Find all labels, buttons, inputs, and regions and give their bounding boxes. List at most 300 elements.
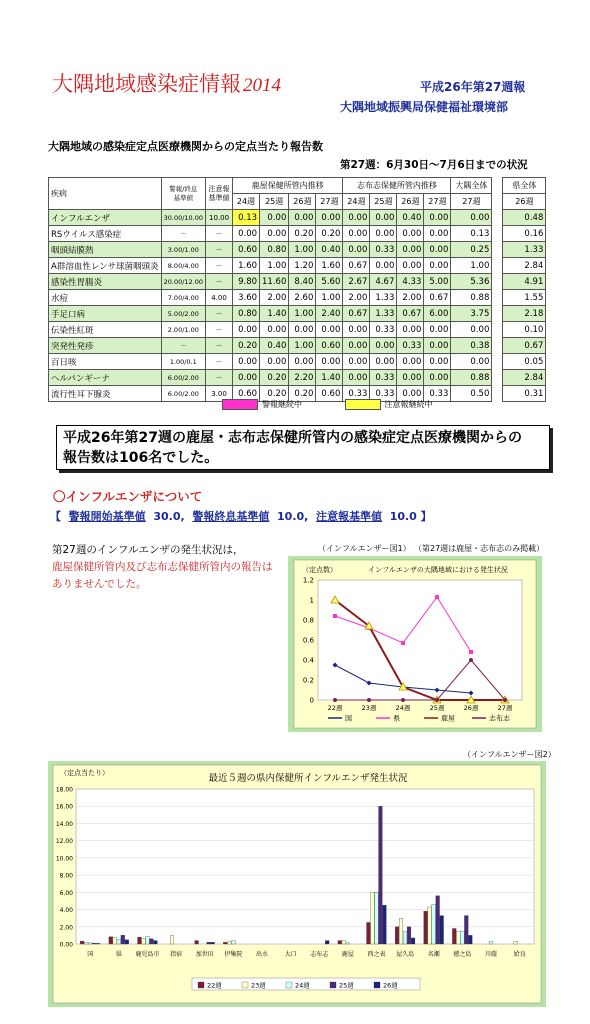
legend-label: 25週 [339, 981, 354, 990]
disease-name: 突発性発疹 [49, 338, 162, 354]
bar [371, 892, 375, 944]
shibushi-value: 0.40 [397, 210, 424, 226]
y-tick-label: 0.6 [302, 636, 314, 645]
bar [432, 904, 436, 944]
issue-number: 平成26年第27週報 [420, 80, 526, 94]
osumi-value: 3.75 [451, 306, 492, 322]
table-row [49, 322, 546, 338]
shibushi-value: 1.33 [370, 306, 397, 322]
page-title: 大隅地域感染症情報 2014 [52, 72, 281, 96]
bar [452, 929, 456, 945]
table-legend [222, 399, 433, 410]
bar [195, 941, 199, 944]
kanoya-value: 5.60 [316, 274, 343, 290]
osumi-value: 5.36 [451, 274, 492, 290]
kanoya-value: 1.40 [260, 306, 289, 322]
shibushi-value: 0.00 [370, 226, 397, 242]
x-tick-label: 西之表 [367, 951, 386, 958]
pref-value: 2.18 [503, 306, 546, 322]
x-tick-label: 県 [115, 951, 122, 958]
caution-threshold: － [206, 258, 233, 274]
bar [460, 931, 464, 944]
shibushi-value: 0.00 [424, 242, 451, 258]
data-point [469, 658, 473, 662]
legend-swatch [374, 982, 380, 988]
legend-label: 26週 [383, 981, 398, 990]
kanoya-value: 0.00 [316, 354, 343, 370]
legend-swatch [198, 982, 204, 988]
caution-threshold: － [206, 354, 233, 370]
shibushi-value: 6.00 [424, 306, 451, 322]
kanoya-value: 0.00 [233, 322, 260, 338]
x-tick-label: 22週 [327, 704, 343, 712]
x-tick-label: 指宿 [170, 951, 183, 958]
report-period: 第27週：6月30日～7月6日までの状況 [340, 159, 528, 171]
chart-title: インフルエンザの大隅地域における発生状況 [368, 566, 508, 574]
kanoya-value: 0.20 [289, 226, 316, 242]
alert-threshold: 20.00/12.00 [161, 274, 205, 290]
shibushi-value: 0.00 [343, 370, 370, 386]
shibushi-value: 0.00 [397, 322, 424, 338]
disease-name: ヘルパンギーナ [49, 370, 162, 386]
data-point [333, 614, 337, 618]
kanoya-value: 0.00 [289, 354, 316, 370]
header-osumi: 大隅全体 [451, 178, 492, 194]
pref-value: 0.48 [503, 210, 546, 226]
legend-label: 志布志 [489, 714, 510, 723]
kanoya-value: 0.60 [316, 338, 343, 354]
shibushi-value: 0.00 [424, 370, 451, 386]
shibushi-value: 5.00 [424, 274, 451, 290]
legend-swatch [242, 982, 248, 988]
bar [379, 806, 383, 944]
bar [154, 941, 158, 944]
shibushi-value: 0.33 [370, 386, 397, 402]
bar [346, 943, 350, 944]
bar [227, 941, 231, 944]
legend-swatch [286, 982, 292, 988]
x-tick-label: 伊集院 [224, 951, 243, 958]
data-point [401, 698, 405, 702]
data-point [435, 595, 439, 599]
table-row [49, 258, 546, 274]
pref-value: 0.67 [503, 338, 546, 354]
week-header-osumi: 27週 [451, 194, 492, 210]
shibushi-value: 0.67 [397, 306, 424, 322]
osumi-value: 0.00 [451, 354, 492, 370]
alert-threshold: 6.00/2.00 [161, 370, 205, 386]
shibushi-value: 0.00 [397, 242, 424, 258]
y-tick-label: 0 [309, 696, 314, 705]
bar [92, 943, 96, 944]
fig1-note: （第27週は鹿屋・志布志のみ掲載） [414, 544, 545, 553]
kanoya-value: 11.60 [260, 274, 289, 290]
kanoya-value: 8.40 [289, 274, 316, 290]
kanoya-value: 0.00 [289, 322, 316, 338]
shibushi-value: 0.00 [397, 226, 424, 242]
legend-label: 23週 [251, 981, 266, 990]
y-tick-label: 0.00 [59, 941, 73, 949]
shibushi-value: 0.00 [370, 338, 397, 354]
bar [113, 938, 117, 944]
kanoya-value: 1.40 [316, 370, 343, 386]
shibushi-value: 4.67 [370, 274, 397, 290]
bar [96, 943, 100, 944]
x-tick-label: 24週 [395, 704, 411, 712]
x-tick-label: 23週 [361, 704, 377, 712]
summary-banner [56, 425, 550, 470]
bar [88, 943, 92, 944]
bar [231, 941, 235, 944]
flu-bar-chart [48, 761, 546, 1007]
shibushi-value: 0.67 [424, 290, 451, 306]
bar [375, 892, 379, 944]
kanoya-value: 1.00 [289, 306, 316, 322]
osumi-value: 0.00 [451, 322, 492, 338]
legend-swatch [330, 982, 336, 988]
kanoya-value: 0.00 [233, 226, 260, 242]
table-row [49, 338, 546, 354]
y-tick-label: 4.00 [59, 907, 73, 915]
kanoya-value: 0.20 [260, 386, 289, 402]
x-tick-label: 鹿屋 [341, 951, 354, 958]
bar [125, 940, 129, 944]
legend-label: 国 [345, 714, 352, 723]
shibushi-value: 0.00 [424, 338, 451, 354]
table-row [49, 242, 546, 258]
bar [138, 937, 142, 944]
kanoya-value: 1.00 [316, 290, 343, 306]
shibushi-value: 0.00 [397, 258, 424, 274]
shibushi-value: 0.67 [343, 306, 370, 322]
data-point [401, 641, 405, 645]
kanoya-value: 0.00 [260, 322, 289, 338]
pref-value: 0.16 [503, 226, 546, 242]
header-shibushi: 志布志保健所管内推移 [343, 178, 451, 194]
x-tick-label: 屋久島 [396, 951, 415, 958]
kanoya-value: 0.20 [289, 386, 316, 402]
kanoya-value: 1.60 [233, 258, 260, 274]
bar [424, 911, 428, 944]
shibushi-value: 0.00 [343, 226, 370, 242]
bar [428, 907, 432, 944]
kanoya-value: 0.60 [316, 386, 343, 402]
week-header-shibushi: 25週 [370, 194, 397, 210]
kanoya-value: 1.60 [316, 258, 343, 274]
kanoya-value: 0.00 [233, 370, 260, 386]
bar [440, 916, 444, 944]
shibushi-value: 0.33 [370, 242, 397, 258]
bar [489, 941, 493, 944]
flu-standards: 【 警報開始基準値 30.0, 警報終息基準値 10.0, 注意報基準値 10.0 】 [50, 510, 432, 523]
caution-threshold: － [206, 242, 233, 258]
x-tick-label: 徳之島 [453, 951, 472, 958]
alert-threshold: 5.00/2.00 [161, 306, 205, 322]
bar [411, 938, 415, 944]
kanoya-value: 9.80 [233, 274, 260, 290]
bar [342, 941, 346, 944]
disease-name: インフルエンザ [49, 210, 162, 226]
shibushi-value: 0.00 [397, 386, 424, 402]
caution-threshold: － [206, 370, 233, 386]
x-tick-label: 27週 [497, 704, 513, 712]
pref-value: 0.05 [503, 354, 546, 370]
report-table [48, 177, 546, 402]
disease-name: RSウイルス感染症 [49, 226, 162, 242]
bar [211, 942, 215, 944]
shibushi-value: 0.00 [370, 258, 397, 274]
bar [150, 939, 154, 944]
bar [407, 927, 411, 944]
x-tick-label: 名瀬 [427, 951, 440, 958]
kanoya-value: 2.00 [260, 290, 289, 306]
report-subtitle: 大隅地域の感染症定点医療機関からの定点当たり報告数 [48, 140, 323, 153]
table-row [49, 354, 546, 370]
kanoya-value: 0.20 [316, 226, 343, 242]
osumi-value: 0.88 [451, 290, 492, 306]
x-tick-label: 26週 [463, 704, 479, 712]
legend-label: 県 [393, 714, 400, 723]
disease-name: 感染性胃腸炎 [49, 274, 162, 290]
x-tick-label: 加世田 [195, 951, 214, 958]
shibushi-value: 0.00 [397, 354, 424, 370]
y-tick-label: 12.00 [55, 838, 73, 846]
bar [456, 931, 460, 944]
header-pref: 県全体 [503, 178, 546, 194]
shibushi-value: 0.33 [397, 338, 424, 354]
kanoya-value: 0.20 [260, 370, 289, 386]
alert-threshold: － [161, 338, 205, 354]
legend-caution-label: 注意報継続中 [384, 400, 433, 409]
week-header-shibushi: 26週 [397, 194, 424, 210]
osumi-value: 0.13 [451, 226, 492, 242]
header-caution: 注意報 基準値 [206, 178, 233, 210]
flu-week-text: 第27週のインフルエンザの発生状況は， [52, 544, 244, 556]
shibushi-value: 0.00 [370, 210, 397, 226]
alert-threshold: － [161, 226, 205, 242]
pref-value: 0.31 [503, 386, 546, 402]
table-row [49, 226, 546, 242]
y-tick-label: 0.8 [302, 616, 314, 625]
caution-threshold: 4.00 [206, 290, 233, 306]
kanoya-value: 0.00 [289, 210, 316, 226]
bar [117, 939, 121, 944]
shibushi-value: 0.00 [424, 210, 451, 226]
kanoya-value: 0.60 [233, 242, 260, 258]
y-tick-label: 0.4 [302, 656, 314, 665]
y-tick-label: 1 [309, 596, 314, 605]
y-tick-label: 14.00 [55, 820, 73, 828]
y-tick-label: 6.00 [59, 889, 73, 897]
kanoya-value: 3.60 [233, 290, 260, 306]
header-disease: 疾病 [49, 178, 162, 210]
shibushi-value: 0.33 [370, 370, 397, 386]
kanoya-value: 1.00 [260, 258, 289, 274]
x-tick-label: 大口 [284, 951, 297, 958]
bar [146, 936, 150, 944]
caution-threshold: － [206, 306, 233, 322]
osumi-value: 0.00 [451, 210, 492, 226]
alert-threshold: 2.00/1.00 [161, 322, 205, 338]
shibushi-value: 0.00 [343, 322, 370, 338]
alert-threshold: 8.00/4.00 [161, 258, 205, 274]
alert-threshold: 30.00/10.00 [161, 210, 205, 226]
disease-name: 伝染性紅斑 [49, 322, 162, 338]
shibushi-value: 0.00 [370, 354, 397, 370]
header-kanoya: 鹿屋保健所管内推移 [233, 178, 343, 194]
bar [109, 937, 113, 944]
kanoya-value: 0.60 [233, 386, 260, 402]
kanoya-value: 1.00 [289, 338, 316, 354]
bar [142, 939, 146, 944]
bar [468, 935, 472, 944]
y-tick-label: 16.00 [55, 803, 73, 811]
table-row [49, 306, 546, 322]
y-tick-label: 8.00 [59, 872, 73, 880]
x-tick-label: 国 [87, 951, 94, 958]
bar [121, 935, 125, 944]
pref-value: 0.10 [503, 322, 546, 338]
shibushi-value: 0.00 [424, 354, 451, 370]
x-tick-label: 25週 [429, 704, 445, 712]
caution-threshold: － [206, 322, 233, 338]
week-header-kanoya: 24週 [233, 194, 260, 210]
week-header-pref: 26週 [503, 194, 546, 210]
legend-alert-swatch [222, 399, 258, 410]
bar [338, 941, 342, 944]
caution-threshold: － [206, 274, 233, 290]
shibushi-value: 0.00 [343, 210, 370, 226]
pref-value: 2.84 [503, 370, 546, 386]
shibushi-value: 2.00 [397, 290, 424, 306]
bar [403, 931, 407, 944]
fig2-label: （インフルエンザー図2） [463, 750, 556, 759]
bar [367, 922, 371, 944]
shibushi-value: 1.33 [370, 290, 397, 306]
office-name: 大隅地域振興局保健福祉環境部 [340, 100, 509, 114]
kanoya-value: 0.20 [233, 338, 260, 354]
shibushi-value: 0.33 [370, 322, 397, 338]
bar [207, 942, 211, 944]
summary-line-2: 報告数は106名でした。 [63, 450, 219, 466]
osumi-value: 0.88 [451, 370, 492, 386]
x-tick-label: 志布志 [310, 951, 329, 958]
shibushi-value: 0.00 [424, 258, 451, 274]
legend-label: 22週 [207, 981, 222, 990]
bar [514, 941, 518, 944]
x-tick-label: 出水 [256, 951, 269, 958]
kanoya-value: 0.00 [316, 210, 343, 226]
bar [170, 935, 174, 944]
shibushi-value: 0.33 [343, 386, 370, 402]
kanoya-value: 0.00 [260, 210, 289, 226]
kanoya-value: 0.00 [233, 354, 260, 370]
disease-name: 百日咳 [49, 354, 162, 370]
fig1-label: （インフルエンザー図1） [318, 544, 411, 553]
bar [223, 942, 227, 944]
disease-name: 流行性耳下腺炎 [49, 386, 162, 402]
bar [399, 918, 403, 944]
disease-name: 手足口病 [49, 306, 162, 322]
week-header-shibushi: 24週 [343, 194, 370, 210]
y-tick-label: 0.2 [302, 676, 314, 685]
caution-threshold: － [206, 226, 233, 242]
flu-line-chart [288, 556, 542, 732]
disease-name: 咽頭結膜熱 [49, 242, 162, 258]
shibushi-value: 0.33 [424, 386, 451, 402]
y-tick-label: 2.00 [59, 924, 73, 932]
x-tick-label: 姶良 [513, 951, 526, 958]
shibushi-value: 0.00 [343, 242, 370, 258]
kanoya-value: 0.40 [260, 338, 289, 354]
caution-threshold: － [206, 338, 233, 354]
legend-label: 24週 [295, 981, 310, 990]
legend-label: 鹿屋 [441, 714, 455, 723]
kanoya-value: 2.20 [289, 370, 316, 386]
pref-value: 1.55 [503, 290, 546, 306]
shibushi-value: 4.33 [397, 274, 424, 290]
osumi-value: 0.50 [451, 386, 492, 402]
kanoya-value: 0.00 [316, 322, 343, 338]
kanoya-value: 0.80 [260, 242, 289, 258]
bar [80, 941, 84, 944]
kanoya-value: 0.13 [233, 210, 260, 226]
week-header-kanoya: 25週 [260, 194, 289, 210]
alert-threshold: 7.00/4.00 [161, 290, 205, 306]
bar [436, 896, 440, 944]
kanoya-value: 1.20 [289, 258, 316, 274]
chart-title: 最近５週の県内保健所インフルエンザ発生状況 [208, 773, 408, 784]
week-header-kanoya: 26週 [289, 194, 316, 210]
shibushi-value: 2.67 [343, 274, 370, 290]
y-tick-label: 10.00 [55, 855, 73, 863]
disease-name: 水痘 [49, 290, 162, 306]
bar [464, 916, 468, 944]
caution-threshold: 3.00 [206, 386, 233, 402]
flu-heading: 〇インフルエンザについて [53, 489, 203, 504]
y-axis-label: （定点数） [302, 566, 337, 574]
bar [325, 941, 329, 944]
shibushi-value: 2.00 [343, 290, 370, 306]
alert-threshold: 1.00/0.1 [161, 354, 205, 370]
kanoya-value: 1.00 [289, 242, 316, 258]
table-row [49, 210, 546, 226]
alert-threshold: 6.00/2.00 [161, 386, 205, 402]
summary-line-1: 平成26年第27週の鹿屋・志布志保健所管内の感染症定点医療機関からの [63, 430, 522, 446]
x-tick-label: 鹿児島市 [135, 951, 160, 958]
bar [395, 927, 399, 944]
header-alert: 警報/終息 基準値 [161, 178, 205, 210]
bar [383, 905, 387, 944]
data-point [469, 650, 473, 654]
x-tick-label: 川薩 [485, 951, 498, 958]
shibushi-value: 0.00 [397, 370, 424, 386]
kanoya-value: 0.00 [260, 354, 289, 370]
table-row [49, 274, 546, 290]
table-row [49, 290, 546, 306]
caution-threshold: 10.00 [206, 210, 233, 226]
alert-threshold: 3.00/1.00 [161, 242, 205, 258]
shibushi-value: 0.00 [424, 226, 451, 242]
plot-area [318, 580, 522, 700]
pref-value: 2.84 [503, 258, 546, 274]
data-point [333, 698, 337, 702]
flu-status-text: 鹿屋保健所管内及び志布志保健所管内の報告はありませんでした。 [52, 561, 273, 590]
week-header-kanoya: 27週 [316, 194, 343, 210]
shibushi-value: 0.67 [343, 258, 370, 274]
data-point [435, 698, 439, 702]
kanoya-value: 2.40 [316, 306, 343, 322]
